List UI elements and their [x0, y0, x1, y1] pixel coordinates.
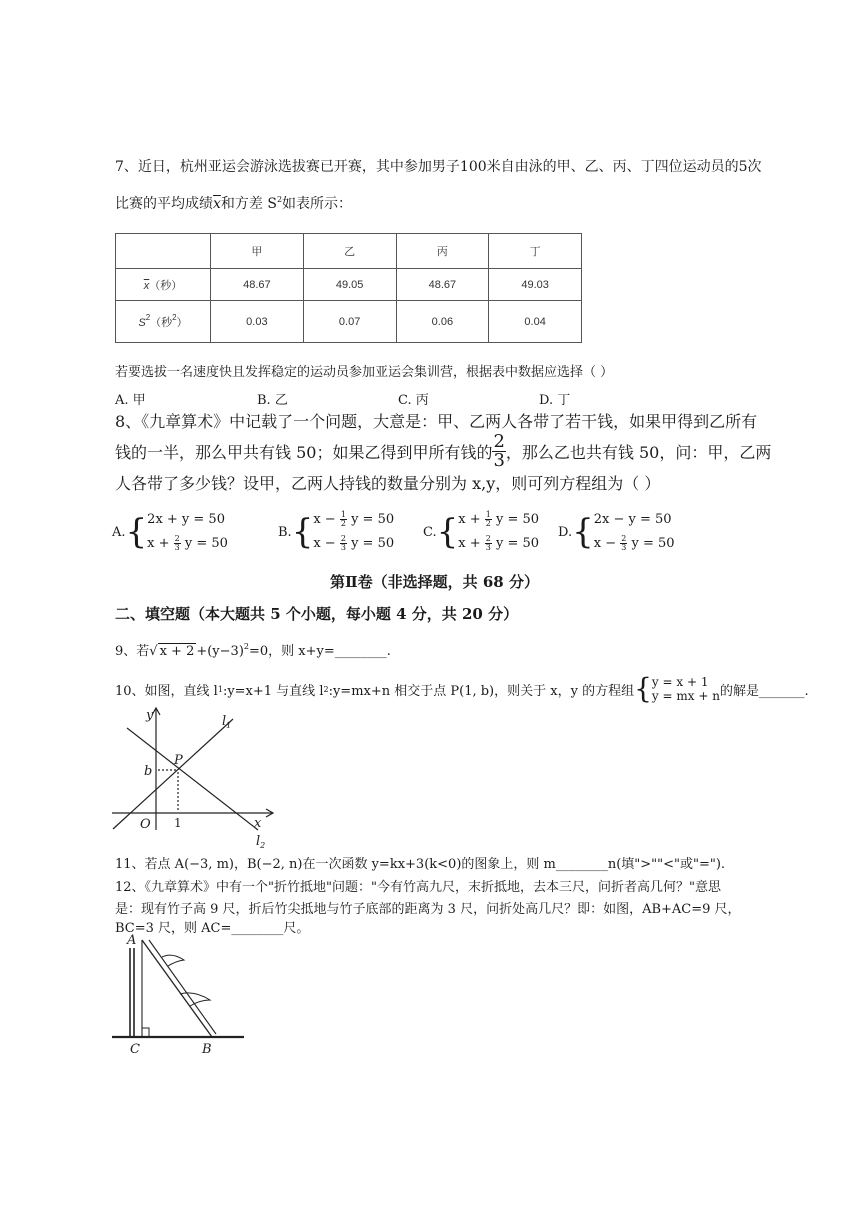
q7-line1: 7、近日，杭州亚运会游泳选拔赛已开赛，其中参加男子100米自由泳的甲、乙、丙、丁四位运动员的5次: [115, 159, 762, 175]
section2-title: 二、填空题（本大题共 5 个小题，每小题 4 分，共 20 分）: [115, 605, 519, 623]
q8-option-a[interactable]: A. { 2x + y = 50 x + $\frac{2}{3}$ y = 50: [112, 512, 228, 552]
q7-option-c[interactable]: C. 丙: [398, 393, 429, 408]
l2-label: $l_2$: [256, 834, 266, 850]
q8-option-b[interactable]: B. { x − $\frac{1}{2}$ y = 50 x − $\frac{2}{3}$ y = 50: [278, 510, 395, 552]
segment-ab: [142, 940, 212, 1037]
q12-figure: [110, 930, 250, 1058]
table-row: $\overline{x}$（秒） 48.67 49.05 48.67 49.03: [116, 269, 582, 301]
q7-option-b[interactable]: B. 乙: [257, 393, 288, 408]
q8-line1: 8、《九章算术》中记载了一个问题，大意是：甲、乙两人各带了若干钱，如果甲得到乙所有: [115, 412, 758, 431]
q7-stats-table: [115, 233, 582, 343]
q8-line2: 钱的一半，那么甲共有钱 50；如果乙得到甲所有钱的 $\frac{2}{3}$ ，那么乙也共有钱 50，问：甲，乙两: [115, 430, 772, 471]
q8-option-c[interactable]: C. { x + $\frac{1}{2}$ y = 50 x + $\frac{2}{3}$ y = 50: [423, 510, 540, 552]
q10-figure: [108, 702, 278, 852]
brace-icon: {: [572, 512, 594, 552]
q8-option-d[interactable]: D. { 2x − y = 50 x − $\frac{2}{3}$ y = 50: [558, 512, 675, 552]
brace-icon: {: [436, 512, 459, 552]
line-l2: [127, 728, 258, 830]
sqrt-icon: √: [149, 644, 158, 659]
q11-text: 11、若点 A(−3, m)，B(−2, n)在一次函数 y=kx+3(k<0)的图象上，则 m________n(填">""<"或"=").: [115, 857, 726, 872]
brace-icon: {: [291, 512, 314, 552]
point-c-label: C: [130, 1042, 140, 1057]
tick-one-label: 1: [174, 816, 182, 830]
q7-line2: 比赛的平均成绩$\overline{x}$和方差 $S^2$如表所示：: [115, 195, 353, 212]
y-label: y: [146, 708, 154, 723]
point-b-label: B: [202, 1042, 212, 1057]
brace-icon: {: [634, 672, 652, 705]
part2-title: 第Ⅱ卷（非选择题，共 68 分）: [330, 573, 539, 591]
origin-label: O: [140, 817, 151, 832]
brace-icon: {: [125, 512, 148, 552]
q7-option-d[interactable]: D. 丁: [539, 393, 571, 408]
table-row: $S^2$（秒$^2$） 0.03 0.07 0.06 0.04: [116, 301, 582, 343]
q7-question: 若要选拔一名速度快且发挥稳定的运动员参加亚运会集训营，根据表中数据应选择（ ）: [115, 365, 614, 380]
q10-text: 10、如图，直线 l 1 :y=x+1 与直线 l 2 :y=mx+n 相交于点 P(1, b)，则关于 x，y 的方程组 { y = x + 1 y = mx + n 的解是_______.: [115, 672, 809, 705]
q7-option-a[interactable]: A. 甲: [115, 393, 146, 408]
q8-line3: 人各带了多少钱？设甲，乙两人持钱的数量分别为 x,y，则可列方程组为（ ）: [115, 474, 661, 493]
point-p-label: P: [174, 753, 183, 768]
q12-line3: BC=3 尺，则 AC=________尺。: [115, 921, 310, 936]
b-label: b: [144, 764, 153, 779]
l1-label: $l_1$: [222, 714, 232, 730]
right-angle-mark: [142, 1028, 149, 1037]
x-label: x: [254, 816, 262, 831]
point-a-label: A: [127, 933, 137, 948]
broken-bamboo: [149, 940, 216, 1034]
q12-line1: 12、《九章算术》中有一个"折竹抵地"问题："今有竹高九尺，末折抵地，去本三尺，问折者高几何？"意思: [115, 880, 721, 895]
table-row: 甲 乙 丙 丁: [116, 234, 582, 269]
q9-text: 9、若√ $x + 2 +(y-3)^2=0$，则 x+y=________.: [115, 642, 391, 659]
leaf-icon: [162, 955, 184, 966]
q12-line2: 是：现有竹子高 9 尺，折后竹尖抵地与竹子底部的距离为 3 尺，问折处高几尺？即：如图，AB+AC=9 尺，: [115, 902, 741, 917]
fraction: $\frac{2}{3}$: [493, 430, 505, 471]
